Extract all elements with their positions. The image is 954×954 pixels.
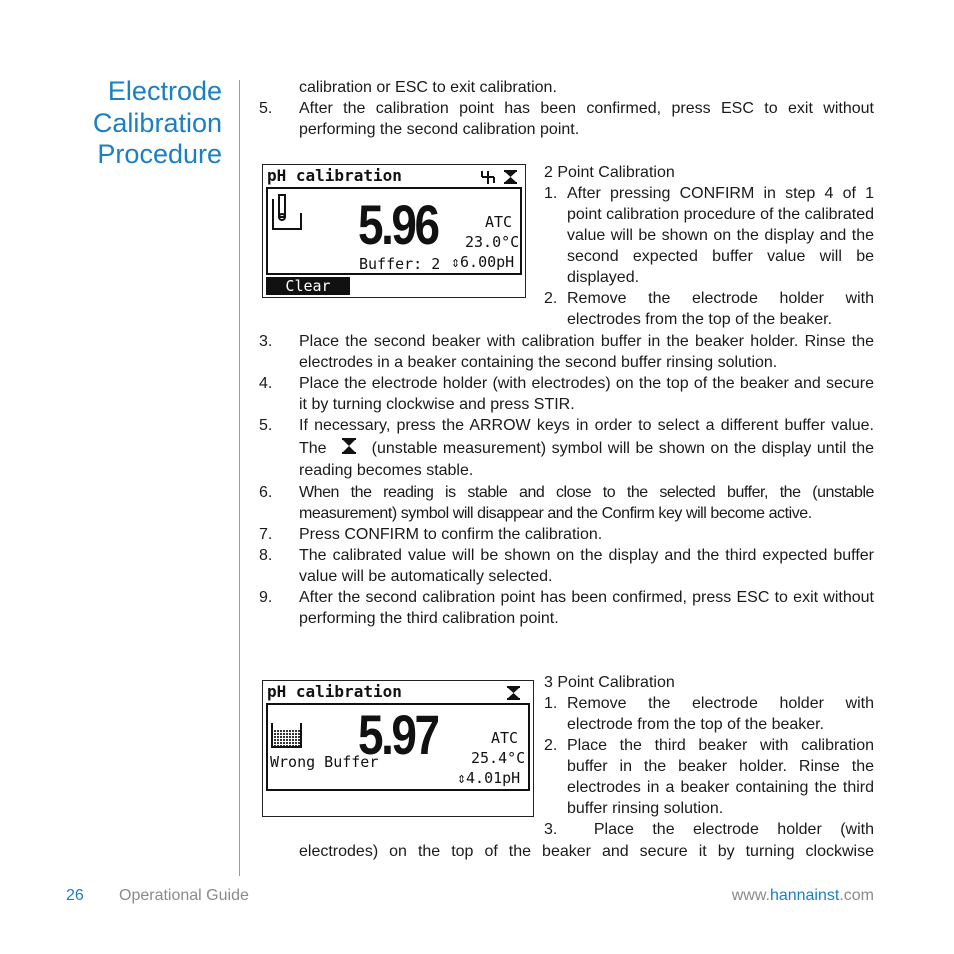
item-text: The calibrated value will be shown on the display and the third expected buffer value will be automatically selected. xyxy=(299,547,874,585)
list-item xyxy=(259,524,874,545)
item-number: 3. xyxy=(259,333,273,350)
list-item xyxy=(259,587,874,629)
footer-page-number xyxy=(66,886,84,906)
lcd-title: pH calibration xyxy=(267,682,402,701)
step-continuation: electrodes) on the top of the beaker and secure it by turning clockwise xyxy=(299,843,874,860)
temperature: 25.4°C xyxy=(471,749,526,767)
item-text: Place the second beaker with calibration buffer in the beaker holder. Rinse the electrodes in a beaker containing the second buffer rinsing solution. xyxy=(299,333,874,371)
section-heading: 2 Point Calibration xyxy=(544,164,675,181)
item-number: 5. xyxy=(259,100,273,117)
temperature: 23.0°C xyxy=(465,233,520,251)
lcd-screen-wrong-buffer xyxy=(262,680,534,817)
lcd-status-icons xyxy=(479,168,521,186)
list-item xyxy=(544,288,874,330)
beaker-icon xyxy=(271,721,303,749)
url-brand: hannainst xyxy=(769,887,840,904)
item-text: After the second calibration point has been confirmed, press ESC to exit without performing the third calibration point. xyxy=(299,589,874,627)
two-point-section xyxy=(544,162,874,330)
item-text: Place the electrode holder (with electrodes) on the top of the beaker and secure it by turning clockwise and press STIR. xyxy=(299,375,874,413)
buffer-value-text: 4.01pH xyxy=(466,769,521,787)
list-item xyxy=(544,819,874,840)
hourglass-icon xyxy=(504,170,517,184)
item-text: After the calibration point has been confirmed, press ESC to exit without performing the second calibration point. xyxy=(299,100,874,138)
item-text-after: (unstable measurement) symbol will be shown on the display until the reading becomes stable. xyxy=(299,440,874,479)
up-down-arrow-icon: ⇕ xyxy=(457,769,467,787)
intro-continuation: calibration or ESC to exit calibration. xyxy=(299,79,557,96)
buffer-value xyxy=(451,253,514,271)
section-title-line: Procedure xyxy=(97,139,222,169)
page-number: 26 xyxy=(66,887,84,904)
list-item xyxy=(259,482,874,524)
reading-value: 5.96 xyxy=(358,193,438,256)
list-item xyxy=(544,693,874,735)
list-item xyxy=(259,545,874,587)
item-text: After pressing CONFIRM in step 4 of 1 point calibration procedure of the calibrated value will be shown on the display and the second expected buffer value will be displayed. xyxy=(567,185,874,286)
item-text-before: If necessary, press the ARROW keys in order to select a different buffer value. The xyxy=(299,417,874,457)
item-number: 2. xyxy=(544,737,558,754)
hourglass-icon xyxy=(505,684,523,702)
list-item xyxy=(544,183,874,288)
intro-step-list xyxy=(259,98,874,140)
item-number: 6. xyxy=(259,484,273,501)
section-heading: 3 Point Calibration xyxy=(544,674,675,691)
item-number: 1. xyxy=(544,695,558,712)
up-down-arrow-icon: ⇕ xyxy=(451,253,461,271)
item-text: Remove the electrode holder with electrodes from the top of the beaker. xyxy=(567,290,874,328)
section-title-line: Electrode xyxy=(107,76,222,106)
item-number: 1. xyxy=(544,185,558,202)
item-number: 7. xyxy=(259,526,273,543)
footer-guide-title: Operational Guide xyxy=(119,887,249,904)
item-text: Place the third beaker with calibration buffer in the beaker holder. Rinse the electrodes in a beaker containing the third buffer rinsing solution. xyxy=(567,737,874,817)
lcd-title: pH calibration xyxy=(267,166,402,185)
clear-softkey: Clear xyxy=(266,277,350,295)
url-suffix: .com xyxy=(839,887,874,904)
item-number: 8. xyxy=(259,547,273,564)
url-prefix: www. xyxy=(731,887,770,904)
atc-label: ATC xyxy=(485,213,513,231)
item-number: 9. xyxy=(259,589,273,606)
buffer-label: Buffer: 2 xyxy=(359,255,441,273)
hourglass-icon xyxy=(332,437,366,455)
steps-list xyxy=(259,331,874,629)
item-number: 4. xyxy=(259,375,273,392)
vertical-divider xyxy=(239,80,240,876)
reading-value: 5.97 xyxy=(358,703,438,766)
section-title xyxy=(93,76,222,171)
beaker-electrode-icon xyxy=(271,193,303,233)
list-item xyxy=(544,735,874,819)
item-text: Press CONFIRM to confirm the calibration. xyxy=(299,526,603,543)
three-point-section xyxy=(544,672,874,840)
footer-url[interactable] xyxy=(732,886,874,906)
list-item xyxy=(259,331,874,373)
item-number: 2. xyxy=(544,290,558,307)
item-text: Remove the electrode holder with electrode from the top of the beaker. xyxy=(567,695,874,733)
list-item xyxy=(259,98,874,140)
list-item xyxy=(259,373,874,415)
stir-icon xyxy=(482,171,494,184)
lcd-screen-calibration xyxy=(262,164,526,298)
item-text: Place the electrode holder (with xyxy=(593,821,874,838)
item-number: 5. xyxy=(259,417,273,434)
atc-label: ATC xyxy=(491,729,519,747)
item-text: When the reading is stable and close to the selected buffer, the (unstable measurement) symbol will disappear and the Confirm key will become active. xyxy=(299,484,874,522)
section-title-line: Calibration xyxy=(92,107,222,138)
item-number: 3. xyxy=(544,821,558,838)
list-item xyxy=(259,415,874,482)
buffer-value xyxy=(457,769,520,787)
buffer-value-text: 6.00pH xyxy=(460,253,515,271)
wrong-buffer-message: Wrong Buffer xyxy=(270,753,379,771)
